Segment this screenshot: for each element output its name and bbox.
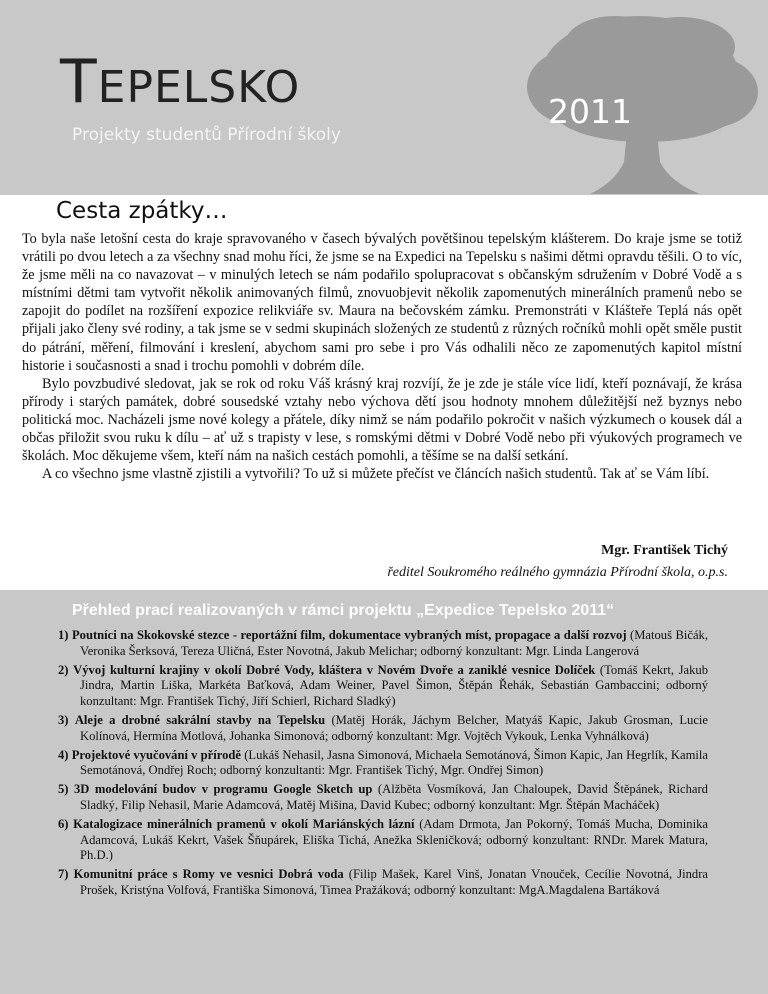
list-item — [58, 628, 708, 660]
title-initial: T — [60, 47, 98, 117]
item-details: (Lukáš Nehasil, Jasna Simonová, Michaela Semotánová, Šimon Kapic, Jan Hegrlík, Kamila Semotánová, Ondřej Roch; odborný konzultanti: Mgr. František Tichý, Mgr. Ondřej Simon) — [80, 747, 708, 778]
header-banner — [0, 0, 768, 195]
list-item — [58, 817, 708, 864]
item-number: 1) — [58, 628, 69, 642]
item-number: 2) — [58, 662, 69, 677]
section-heading: Cesta zpátky… — [56, 198, 228, 224]
signature-block — [387, 540, 728, 584]
item-title: Aleje a drobné sakrální stavby na Tepelsku — [74, 712, 326, 727]
item-title: Komunitní práce s Romy ve vesnici Dobrá voda — [73, 867, 344, 882]
projects-list — [58, 628, 708, 902]
item-title: 3D modelování budov v programu Google Sketch up — [73, 782, 373, 797]
item-title: Projektové vyučování v přírodě — [71, 747, 241, 762]
list-item — [58, 782, 708, 814]
item-title: Poutníci na Skokovské stezce - reportážní film, dokumentace vybraných míst, propagace a další rozvoj — [71, 628, 627, 642]
page-title — [60, 47, 301, 117]
list-item — [58, 748, 708, 780]
signature-role: ředitel Soukromého reálného gymnázia Přírodní škola, o.p.s. — [387, 565, 728, 580]
item-title: Katalogizace minerálních pramenů v okolí Mariánských lázní — [73, 816, 415, 831]
intro-paragraph: To byla naše letošní cesta do kraje spravovaného v časech bývalých povětšinou tepelským klášterem. Do kraje jsme se totiž vrátili po dvou letech a za všechny snad mohu říci, že jsme se na Expedici na Tepelsku s našimi dětmi opravdu těšili. O to víc, že jsme měli na co navazovat – v minulých letech se nám podařilo spolupracovat s občanským sdružením v Dobré Vodě a s místními dětmi tam vytvořit několik animovaných filmů, znovuobjevit několik zapomenutých minerálních pramenů nebo se zapojit do podílet na rozšíření expozice relikviáře sv. Maura na bečovském zámku. Premonstráti v Klášteře Teplá nás opět přijali jako členy své rodiny, a tak jsme se v sedmi skupinách složených ze studentů z různých ročníků mohli opět směle pustit do pátrání, měření, filmování i kreslení, abychom sami pro sebe i pro Vás odhalili něco ze zapomenutých kapitol místní historie i současnosti a snad i trochu pomohli v dobrém díle. — [22, 231, 742, 374]
item-number: 7) — [58, 867, 69, 882]
item-number: 3) — [58, 712, 69, 727]
item-details: (Filip Mašek, Karel Vinš, Jonatan Vnouček, Cecílie Novotná, Jindra Prošek, Kristýna Volfová, Františka Simonová, Timea Pražáková; odborný konzultant: MgA.Magdalena Bartáková — [80, 867, 709, 897]
title-rest: EPELSKO — [97, 62, 301, 113]
signature-name: Mgr. František Tichý — [601, 543, 728, 558]
year-label: 2011 — [548, 92, 632, 131]
projects-panel — [0, 590, 768, 994]
item-details: (Matěj Horák, Jáchym Belcher, Matyáš Kapic, Jakub Grosman, Lucie Kolínová, Hermína Motlová, Johanka Simonová; odborný konzultant: Mgr. Vojtěch Vykouk, Lenka Vyhnálková) — [80, 712, 709, 743]
item-title: Vývoj kulturní krajiny v okolí Dobré Vody, kláštera v Novém Dvoře a zaniklé vesnice Dolíček — [73, 662, 596, 677]
intro-text — [22, 230, 742, 483]
item-details: (Adam Drmota, Jan Pokorný, Tomáš Mucha, Dominika Adamcová, Lukáš Kekrt, Vašek Šňupárek, Eliška Tichá, Anežka Skleničková; odborný konzultant: RNDr. Marek Matura, Ph.D.) — [80, 816, 708, 863]
list-item — [58, 867, 708, 899]
intro-paragraph: A co všechno jsme vlastně zjistili a vytvořili? To už si můžete přečíst ve článcích našich studentů. Tak ať se Vám líbí. — [42, 466, 710, 483]
item-details: (Tomáš Kekrt, Jakub Jindra, Martin Liška, Markéta Baťková, Adam Weiner, Pavel Šimon, Štěpán Řehák, Sebastián Gambaccini; odborný konzultant: Mgr. František Tichý, Jiří Schierl, Richard Sladký) — [80, 662, 708, 709]
item-details: (Alžběta Vosmíková, Jan Chaloupek, David Štěpánek, Richard Sladký, Filip Nehasil, Marie Adamcová, Matěj Mišina, David Kubec; odborný konzultant: Mgr. Štěpán Macháček) — [80, 782, 708, 812]
subtitle: Projekty studentů Přírodní školy — [72, 125, 341, 145]
item-details: (Matouš Bičák, Veronika Šerksová, Tereza Uličná, Ester Novotná, Jakub Melichar; odborný konzultant: Mgr. Linda Langerová — [80, 628, 708, 658]
item-number: 5) — [58, 782, 69, 797]
projects-heading: Přehled prací realizovaných v rámci projektu „Expedice Tepelsko 2011“ — [72, 602, 615, 619]
list-item — [58, 713, 708, 745]
item-number: 4) — [58, 747, 69, 762]
list-item — [58, 663, 708, 710]
item-number: 6) — [58, 816, 69, 831]
intro-paragraph: Bylo povzbudivé sledovat, jak se rok od roku Váš krásný kraj rozvíjí, že je zde je stále více lidí, kteří poznávají, že krása přírody i starých památek, dobré sousedské vztahy nebo výchova dětí jsou hodnoty mnohem důležitější než byznys nebo politická moc. Nacházeli jsme nové kolegy a přátele, díky nimž se nám podařilo pokročit v našich výzkumech o kousek dál a občas přiložit svou ruku k dílu – ať už s trapisty v lese, s romskými dětmi v Dobré Vodě nebo při výukových programech ve školách. Moc děkujeme všem, kteří nám na našich cestách pomohli, a těšíme se na další setkání. — [22, 375, 742, 465]
